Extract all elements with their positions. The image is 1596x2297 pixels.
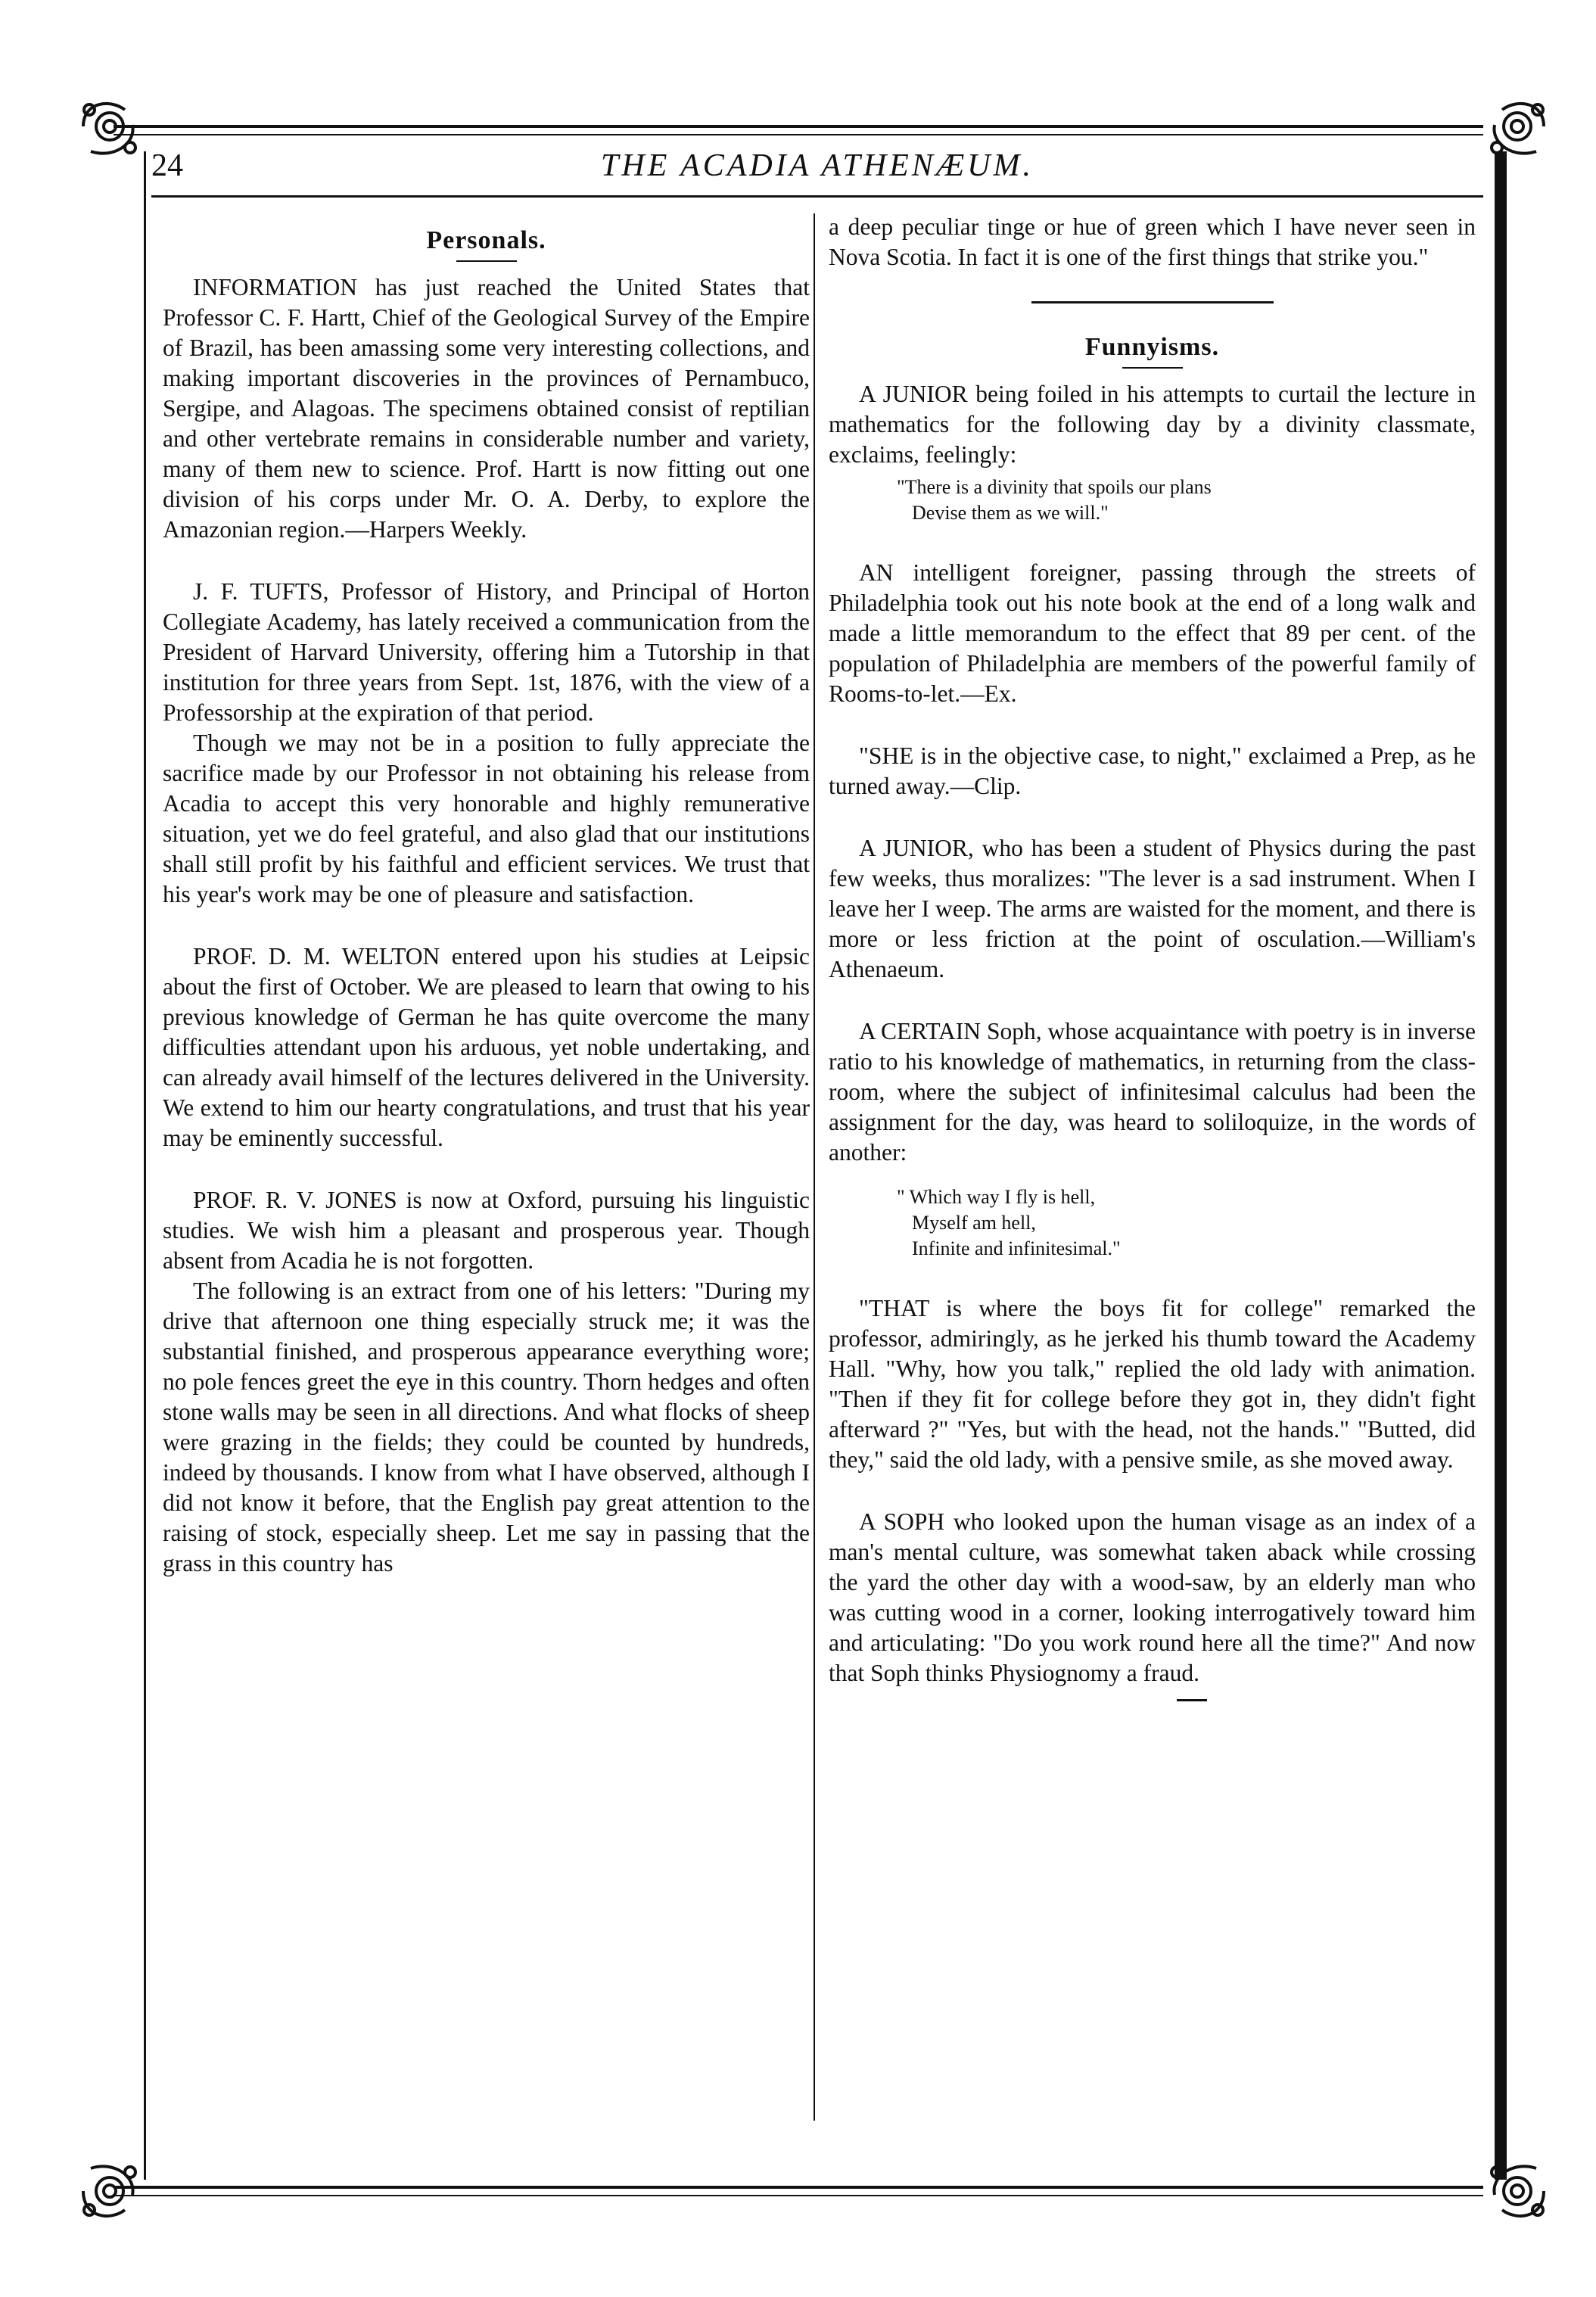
section-rule xyxy=(456,260,517,262)
frame-top-rule xyxy=(114,125,1483,128)
quote-line: Myself am hell, xyxy=(912,1212,1036,1234)
funnyism-physics-lever: A JUNIOR, who has been a student of Physics during the past few weeks, thus moralizes: "The lever is a sad instrument. When I leave her I weep. The arms are waisted for the moment, and there is more or less friction at the point of osculation.—William's Athenaeum. xyxy=(829,835,1476,982)
quote-line: "There is a divinity that spoils our plans xyxy=(897,476,1212,498)
paragraph-jones: PROF. R. V. JONES is now at Oxford, pursuing his linguistic studies. We wish him a pleasant and prosperous year. Though absent from Acadia he is not forgotten. xyxy=(163,1187,810,1274)
paragraph-tufts-continued: Though we may not be in a position to fully appreciate the sacrifice made by our Professor in not obtaining his release from Acadia to accept this very honorable and highly remunerative situation, yet we do feel grateful, and also glad that our institutions shall still profit by his faithful and efficient services. We trust that his year's work may be one of pleasure and satisfaction. xyxy=(163,730,810,907)
right-column xyxy=(829,212,1476,1701)
paragraph-welton: PROF. D. M. WELTON entered upon his studies at Leipsic about the first of October. We are pleased to learn that owing to his previous knowledge of German he has quite overcome the many difficulties attendant upon his arduous, yet noble undertaking, and can already avail himself of the lectures delivered in the University. We extend to him our hearty congratulations, and trust that his year may be eminently successful. xyxy=(163,943,810,1151)
section-title-funnyisms: Funnyisms. xyxy=(1084,333,1220,361)
paragraph-tufts: J. F. TUFTS, Professor of History, and Principal of Horton Collegiate Academy, has lately received a communication from the President of Harvard University, offering him a Tutorship in that institution for three years from Sept. 1st, 1876, with the view of a Professorship at the expiration of that period. xyxy=(163,578,810,726)
journal-title: THE ACADIA ATHENÆUM. xyxy=(601,148,1034,183)
ornament-bottom-right-icon xyxy=(1476,2149,1559,2233)
page-number: 24 xyxy=(151,148,183,183)
running-head xyxy=(151,148,1483,193)
ornament-top-left-icon xyxy=(68,87,151,170)
ornament-top-right-icon xyxy=(1476,87,1559,170)
left-column xyxy=(163,212,810,1579)
section-title-personals: Personals. xyxy=(426,226,546,254)
funnyism-physiognomy: A SOPH who looked upon the human visage as an index of a man's mental culture, was somewhat taken aback while crossing the yard the other day with a wood-saw, by an elderly man who was cutting wood in a corner, looking interrogatively toward him and articulating: "Do you work round here all the time?" And now that Soph thinks Physiognomy a fraud. xyxy=(829,1508,1476,1686)
frame-left-rule xyxy=(144,151,146,2180)
funnyism-foreigner: AN intelligent foreigner, passing through the streets of Philadelphia took out his note book at the end of a long walk and made a little memorandum to the effect that 89 per cent. of the population of Philadelphia are members of the powerful family of Rooms-to-let.—Ex. xyxy=(829,559,1476,707)
quote-milton xyxy=(897,1184,1476,1262)
funnyism-fit-for-college: "THAT is where the boys fit for college" remarked the professor, admiringly, as he jerked his thumb toward the Academy Hall. "Why, how you talk," replied the old lady with animation. "Then if they fit for college before they got in, they didn't fight afterward ?" "Yes, but with the head, not the hands." "Butted, did they," said the old lady, with a pensive smile, as she moved away. xyxy=(829,1295,1476,1473)
quote-line: Infinite and infinitesimal." xyxy=(912,1237,1121,1259)
paragraph-jones-letter: The following is an extract from one of his letters: "During my drive that afternoon one thing especially struck me; it was the substantial finished, and prosperous appearance everything wore; no pole fences greet the eye in this country. Thorn hedges and often stone walls may be seen in all directions. And what flocks of sheep were grazing in the fields; they could be counted by hundreds, indeed by thousands. I know from what I have observed, although I did not know it before, that the English pay great attention to the raising of stock, especially sheep. Let me say in passing that the grass in this country has xyxy=(163,1278,810,1576)
quote-divinity xyxy=(897,475,1476,526)
frame-right-rule xyxy=(1495,151,1507,2180)
section-rule xyxy=(1122,367,1183,369)
ornament-bottom-left-icon xyxy=(68,2149,151,2233)
end-rule xyxy=(1177,1699,1207,1701)
funnyism-objective-case: "SHE is in the objective case, to night," exclaimed a Prep, as he turned away.—Clip. xyxy=(829,742,1476,799)
quote-line: Devise them as we will." xyxy=(912,502,1109,524)
paragraph-hartt: INFORMATION has just reached the United States that Professor C. F. Hartt, Chief of the Geological Survey of the Empire of Brazil, has been amassing some very interesting collections, and making important discoveries in the provinces of Pernambuco, Sergipe, and Alagoas. The specimens obtained consist of reptilian and other vertebrate remains in considerable number and variety, many of them new to science. Prof. Hartt is now fitting out one division of his corps under Mr. O. A. Derby, to explore the Amazonian region.—Harpers Weekly. xyxy=(163,274,810,543)
funnyism-soph-poetry: A CERTAIN Soph, whose acquaintance with poetry is in inverse ratio to his knowledge of mathematics, in returning from the class-room, where the subject of infinitesimal calculus had been the assignment for the day, was heard to soliloquize, in the words of another: xyxy=(829,1018,1476,1166)
section-separator xyxy=(1031,301,1274,303)
frame-bottom-rule xyxy=(114,2186,1483,2189)
paragraph-letter-continued: a deep peculiar tinge or hue of green which I have never seen in Nova Scotia. In fact it is one of the first things that strike you." xyxy=(829,213,1476,270)
header-rule xyxy=(151,195,1483,198)
column-divider xyxy=(814,213,815,2121)
funnyism-junior-divinity: A JUNIOR being foiled in his attempts to curtail the lecture in mathematics for the following day by a divinity classmate, exclaims, feelingly: xyxy=(829,381,1476,468)
quote-line: " Which way I fly is hell, xyxy=(897,1186,1096,1208)
